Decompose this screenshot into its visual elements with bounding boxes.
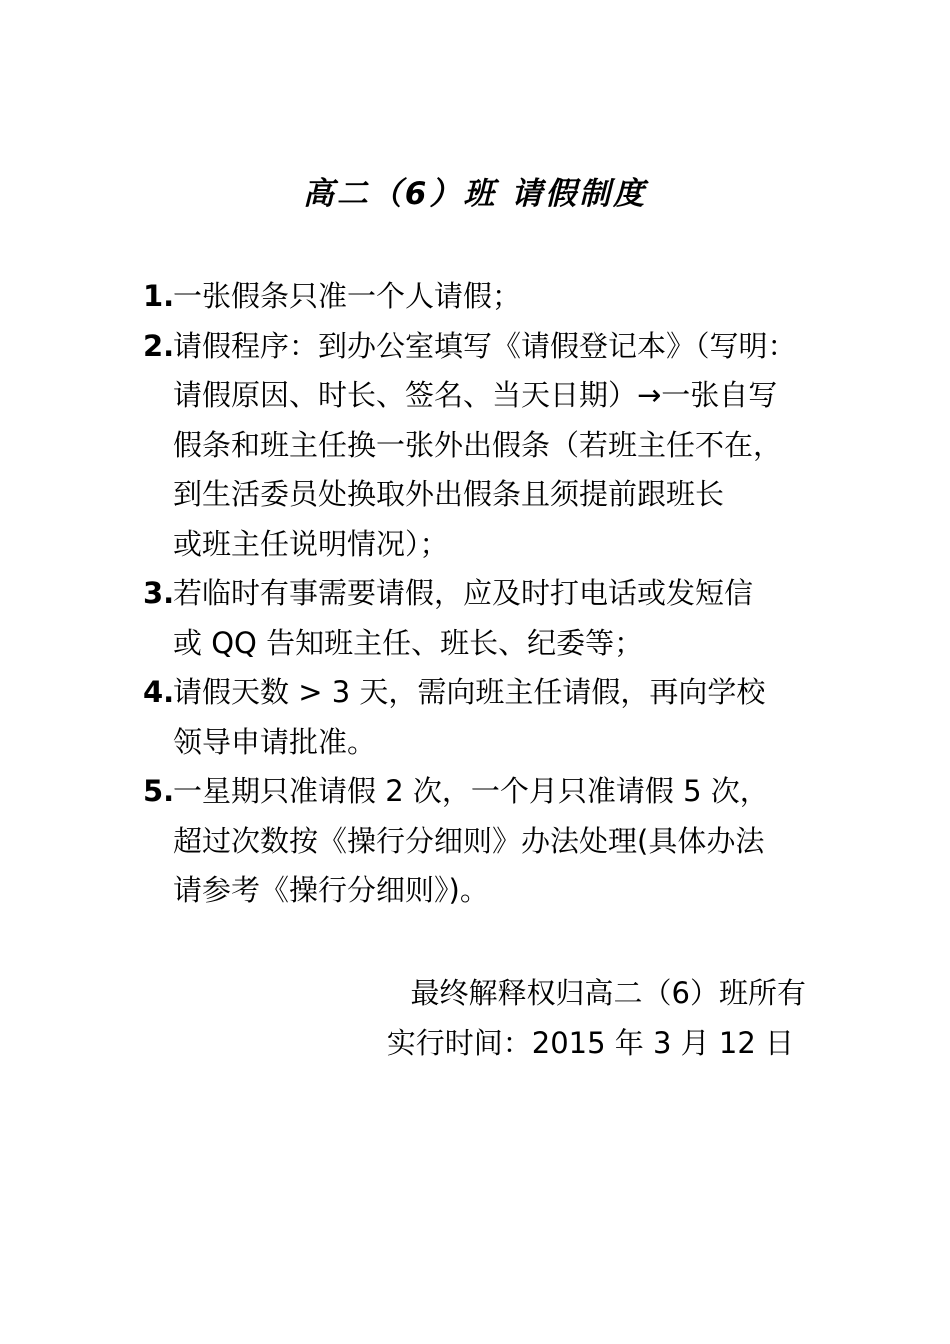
rule-item xyxy=(143,569,843,668)
rule-item xyxy=(143,272,843,322)
rule-number: 2. xyxy=(143,328,175,363)
page-title: 高二（6）班 请假制度 xyxy=(302,176,648,212)
rule-text: 一张假条只准一个人请假； xyxy=(173,279,522,313)
rule-item xyxy=(143,668,843,767)
interpretation-statement: 最终解释权归高二（6）班所有 xyxy=(410,976,806,1010)
rule-text: 若临时有事需要请假，应及时打电话或发短信 或 QQ 告知班主任、班长、纪委等； xyxy=(173,576,754,660)
rule-text: 请假程序：到办公室填写《请假登记本》（写明： 请假原因、时长、签名、当天日期）→一张自写 假条和班主任换一张外出假条（若班主任不在， 到生活委员处换取外出假条且须提前跟班长 或班主任说明情况）； xyxy=(173,328,797,561)
rule-item xyxy=(143,322,843,570)
rule-number: 3. xyxy=(143,576,175,610)
rule-number: 4. xyxy=(143,675,175,709)
rule-item xyxy=(143,767,843,916)
rule-text: 请假天数 > 3 天，需向班主任请假，再向学校 领导申请批准。 xyxy=(173,675,766,759)
rule-text: 一星期只准请假 2 次，一个月只准请假 5 次， 超过次数按《操行分细则》办法处理(具体办法 请参考《操行分细则》)。 xyxy=(173,774,769,907)
effective-date: 实行时间：2015 年 3 月 12 日 xyxy=(386,1026,794,1060)
rule-number: 5. xyxy=(143,774,175,808)
document-footer xyxy=(300,968,806,1068)
rule-number: 1. xyxy=(143,279,175,313)
rules-list xyxy=(143,272,843,916)
